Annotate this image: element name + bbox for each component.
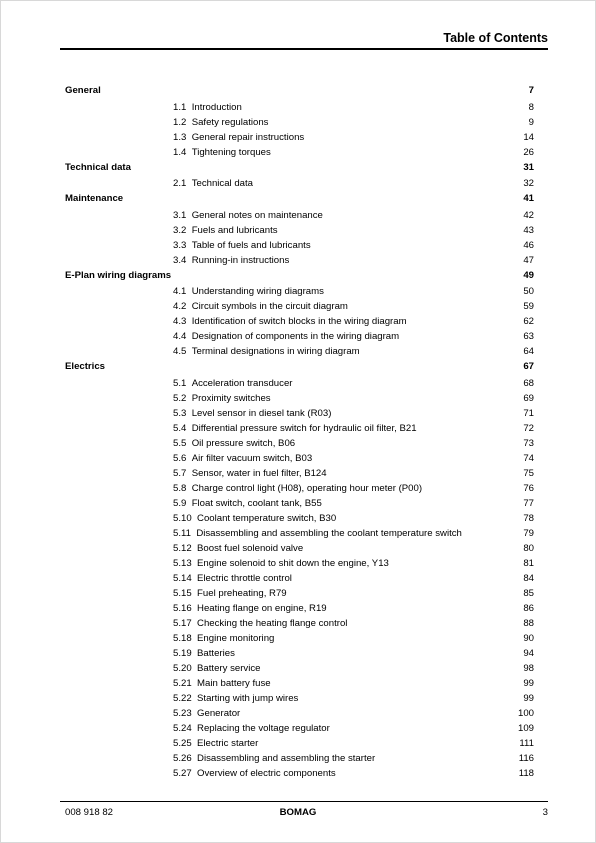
toc-section[interactable] [65,284,534,299]
toc-section[interactable] [65,344,534,359]
toc-section-page: 84 [523,572,534,584]
toc-section-number: 3.2 [173,224,187,236]
toc-chapter-title: E-Plan wiring diagrams [65,269,172,281]
toc-section-number: 5.16 [173,602,192,614]
toc-section[interactable] [65,100,534,115]
toc-section[interactable] [65,208,534,223]
toc-section-number: 4.4 [173,331,187,342]
toc-section-number: 5.19 [173,647,192,659]
toc-section-number: 5.2 [173,392,187,404]
toc-section-page: 81 [523,557,534,569]
toc-chapter-title: Electrics [65,361,106,372]
toc-section-title: Technical data [191,178,254,189]
toc-section-title: Introduction [191,101,242,113]
toc-section-page: 76 [523,482,534,494]
toc-section-number: 5.1 [173,377,187,389]
toc-section-page: 63 [523,331,534,342]
toc-section-page: 90 [523,632,534,644]
toc-section[interactable] [65,329,534,344]
toc-section-title: Designation of components in the wiring diagram [191,331,400,342]
toc-section-title: Replacing the voltage regulator [197,722,330,734]
toc-chapter-page: 67 [523,361,534,372]
toc-section-title: Battery service [197,662,261,674]
toc-section-page: 78 [523,512,534,524]
toc-section-title: Air filter vacuum switch, B03 [191,452,313,464]
toc-section-number: 4.1 [173,286,187,297]
toc-section-number: 5.25 [173,737,192,749]
toc-section-title: Level sensor in diesel tank (R03) [191,407,332,419]
toc-section-title: Circuit symbols in the circuit diagram [191,301,348,312]
toc-section-number: 5.17 [173,617,192,629]
toc-section-number: 4.5 [173,346,187,357]
toc-section-page: 85 [523,587,534,599]
toc-section-title: Acceleration transducer [191,377,293,389]
toc-section[interactable] [65,706,534,721]
toc-section-number: 5.18 [173,632,192,644]
toc-section[interactable] [65,766,534,781]
header-rule [60,48,548,50]
toc-section-page: 80 [523,542,534,554]
toc-section[interactable] [65,299,534,314]
toc-section-number: 5.10 [173,512,192,524]
toc-section-page: 50 [523,286,534,297]
toc-section-page: 88 [523,617,534,629]
toc-chapter[interactable] [65,160,534,177]
toc-section-number: 3.1 [173,209,187,221]
toc-section-number: 5.21 [173,677,192,689]
toc-section[interactable] [65,736,534,751]
toc-section[interactable] [65,481,534,496]
toc-section[interactable] [65,616,534,631]
toc-section-title: Fuels and lubricants [191,224,278,236]
toc-section-page: 69 [523,392,534,404]
toc-section[interactable] [65,253,534,268]
toc-section-number: 4.3 [173,316,187,327]
toc-section-title: Sensor, water in fuel filter, B124 [191,467,327,479]
toc-section[interactable] [65,496,534,511]
toc-section-page: 71 [523,407,534,419]
toc-section[interactable] [65,661,534,676]
toc-section-number: 5.11 [173,527,191,539]
toc-section[interactable] [65,451,534,466]
toc-section[interactable] [65,421,534,436]
toc-section-page: 42 [523,209,534,221]
toc-section-title: General repair instructions [191,131,305,143]
toc-section[interactable] [65,751,534,766]
toc-chapter-page: 31 [523,161,534,173]
toc-section-page: 64 [523,346,534,357]
toc-section[interactable] [65,436,534,451]
toc-section-number: 5.5 [173,437,187,449]
toc-section-title: Fuel preheating, R79 [197,587,287,599]
toc-section-page: 99 [523,677,534,689]
toc-section-page: 109 [517,722,534,734]
toc-section-page: 14 [523,131,534,143]
toc-section[interactable] [65,176,534,191]
toc-section-title: Boost fuel solenoid valve [197,542,304,554]
toc-section-number: 5.23 [173,707,192,719]
toc-section-page: 86 [523,602,534,614]
toc-section-title: Coolant temperature switch, B30 [197,512,337,524]
toc-section-number: 1.4 [173,146,187,158]
toc-section[interactable] [65,571,534,586]
toc-section-title: Checking the heating flange control [197,617,348,629]
toc-section-number: 2.1 [173,178,187,189]
toc-chapter[interactable] [65,359,534,376]
toc-section-page: 79 [523,527,534,539]
toc-section-number: 3.3 [173,239,187,251]
toc-section-title: Heating flange on engine, R19 [197,602,327,614]
toc-section-title: Electric starter [197,737,259,749]
toc-section[interactable] [65,676,534,691]
toc-section[interactable] [65,511,534,526]
toc-section-title: Generator [197,707,241,719]
toc-chapter-page: 49 [523,269,534,281]
toc-section-page: 100 [517,707,534,719]
toc-section-title: Disassembling and assembling the coolant temperature switch [196,527,462,539]
toc-section-title: Tightening torques [191,146,271,158]
toc-section-number: 5.15 [173,587,192,599]
toc-section-title: Safety regulations [191,116,269,128]
toc-section[interactable] [65,601,534,616]
toc-section-title: Proximity switches [191,392,271,404]
toc-section[interactable] [65,721,534,736]
toc-section-page: 75 [523,467,534,479]
toc-section-page: 74 [523,452,534,464]
toc-chapter-page: 41 [523,193,534,204]
toc-section-title: Charge control light (H08), operating hour meter (P00) [191,482,423,494]
toc-section-title: Terminal designations in wiring diagram [191,346,360,357]
toc-section-number: 5.24 [173,722,192,734]
toc-section-number: 5.20 [173,662,192,674]
toc-section-number: 4.2 [173,301,187,312]
toc-section-number: 5.22 [173,692,192,704]
toc-section-number: 1.3 [173,131,187,143]
toc-section[interactable] [65,391,534,406]
toc-section-page: 111 [519,737,534,749]
toc-section-title: Starting with jump wires [197,692,299,704]
toc-section-title: Float switch, coolant tank, B55 [191,497,322,509]
toc-section-number: 5.3 [173,407,187,419]
toc-section-page: 118 [518,767,534,779]
toc-section-number: 5.6 [173,452,187,464]
toc-chapter-page: 7 [528,85,534,96]
toc-section[interactable] [65,314,534,329]
toc-section-title: Running-in instructions [191,254,290,266]
toc-section-number: 5.13 [173,557,192,569]
toc-section-number: 5.14 [173,572,192,584]
toc-section-title: Batteries [197,647,235,659]
toc-section-page: 43 [523,224,534,236]
toc-section[interactable] [65,406,534,421]
toc-section-title: Overview of electric components [197,767,336,779]
table-of-contents [65,83,534,781]
toc-section-title: Identification of switch blocks in the wiring diagram [191,316,407,327]
toc-section[interactable] [65,115,534,130]
toc-chapter[interactable] [65,191,534,208]
toc-section-page: 94 [523,647,534,659]
toc-section[interactable] [65,376,534,391]
toc-section[interactable] [65,541,534,556]
toc-section-title: Disassembling and assembling the starter [197,752,376,764]
toc-section-page: 32 [523,178,534,189]
toc-section-page: 77 [523,497,534,509]
toc-section[interactable] [65,691,534,706]
toc-section-page: 68 [523,377,534,389]
page-header-title: Table of Contents [443,31,548,45]
toc-chapter[interactable] [65,83,534,100]
toc-chapter-title: Maintenance [65,193,124,204]
toc-section-number: 5.9 [173,497,187,509]
toc-section-page: 73 [523,437,534,449]
toc-section[interactable] [65,631,534,646]
toc-section-page: 9 [528,116,534,128]
toc-section[interactable] [65,223,534,238]
footer-page-number: 3 [542,807,548,818]
toc-section-title: Oil pressure switch, B06 [191,437,296,449]
toc-section-title: Understanding wiring diagrams [191,286,324,297]
footer-brand: BOMAG [279,807,317,818]
toc-section-page: 99 [523,692,534,704]
toc-section[interactable] [65,466,534,481]
toc-section-page: 116 [518,752,534,764]
toc-section-page: 8 [528,101,534,113]
toc-chapter-title: General [65,85,101,96]
toc-section-page: 62 [523,316,534,327]
toc-section[interactable] [65,145,534,160]
toc-section[interactable] [65,556,534,571]
toc-section-number: 5.8 [173,482,187,494]
footer-rule [60,801,548,802]
toc-section-title: Electric throttle control [197,572,292,584]
toc-section-number: 5.26 [173,752,192,764]
toc-section-title: Differential pressure switch for hydraulic oil filter, B21 [191,422,417,434]
toc-section-title: Engine solenoid to shit down the engine, Y13 [197,557,389,569]
toc-section-number: 5.7 [173,467,187,479]
toc-section[interactable] [65,586,534,601]
toc-section-number: 5.12 [173,542,192,554]
toc-section-page: 59 [523,301,534,312]
toc-chapter-title: Technical data [65,161,131,173]
toc-section-number: 1.2 [173,116,187,128]
toc-section-page: 72 [523,422,534,434]
toc-section-number: 5.27 [173,767,192,779]
footer-doc-number: 008 918 82 [65,807,114,818]
toc-section[interactable] [65,646,534,661]
toc-section-number: 3.4 [173,254,187,266]
toc-section-page: 98 [523,662,534,674]
toc-section-title: General notes on maintenance [191,209,323,221]
toc-section-title: Engine monitoring [197,632,275,644]
toc-section-number: 5.4 [173,422,187,434]
toc-section-page: 47 [523,254,534,266]
toc-section-page: 46 [523,239,534,251]
toc-section-number: 1.1 [173,101,187,113]
toc-section[interactable] [65,526,534,541]
toc-section-page: 26 [523,146,534,158]
toc-section[interactable] [65,130,534,145]
toc-section-title: Table of fuels and lubricants [191,239,311,251]
toc-chapter[interactable] [65,268,534,285]
toc-section-title: Main battery fuse [197,677,271,689]
toc-section[interactable] [65,238,534,253]
